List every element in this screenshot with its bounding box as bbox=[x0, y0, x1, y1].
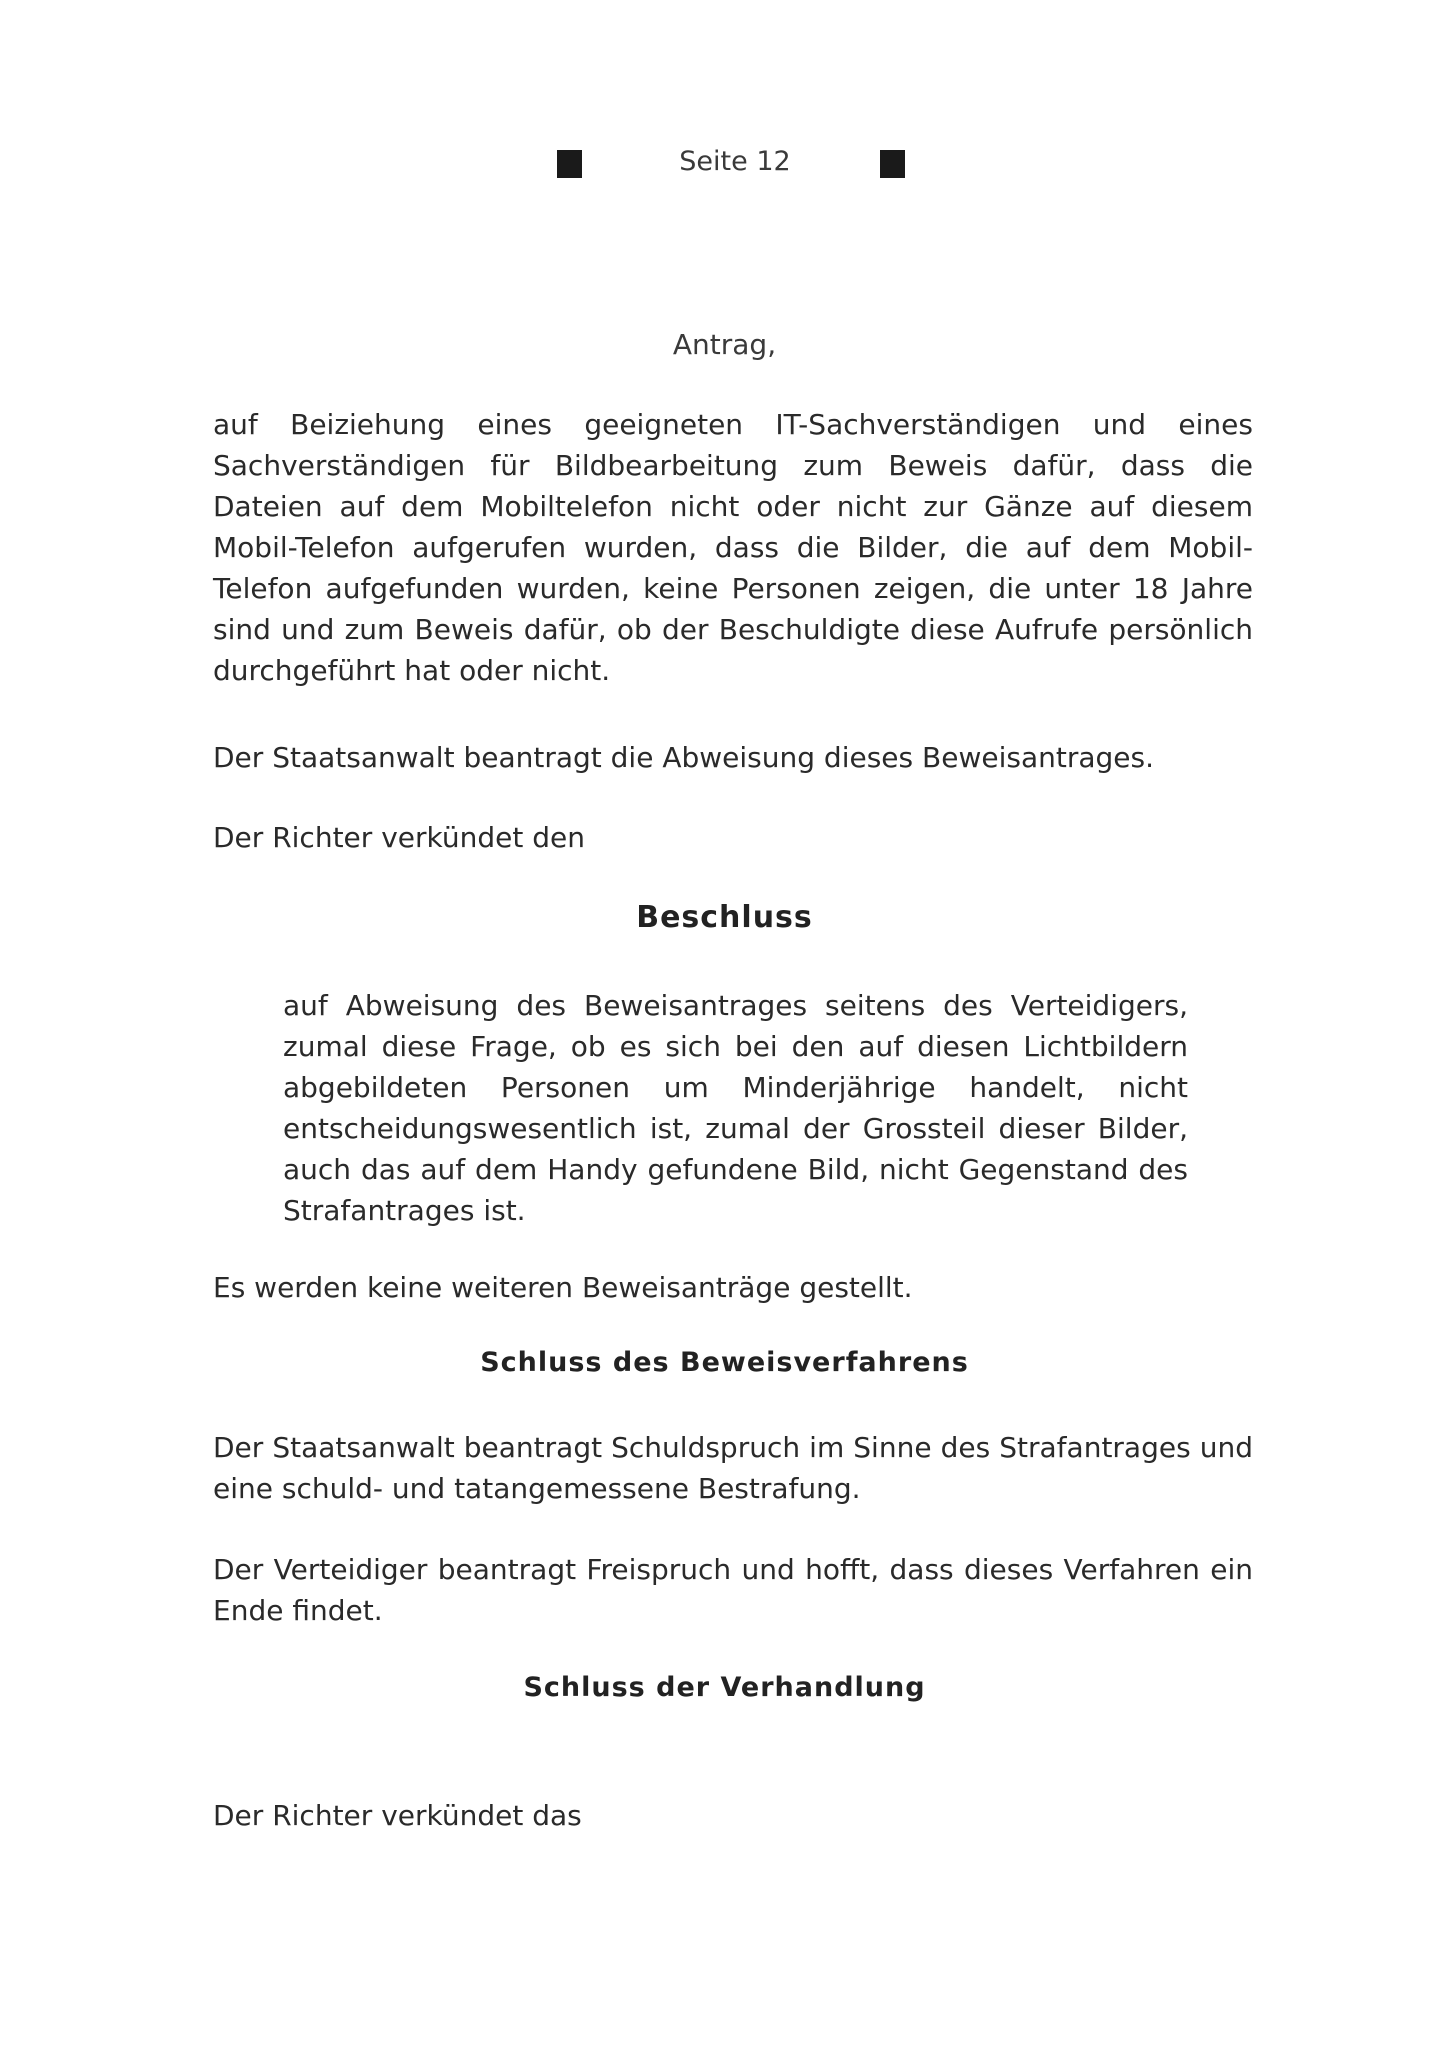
staatsanwalt-schuldspruch: Der Staatsanwalt beantragt Schuldspruch im Sinne des Strafantrages und eine schuld- und tatangemessene Bestrafung. bbox=[213, 1431, 1253, 1505]
page-header bbox=[0, 146, 1449, 192]
beschluss-title: Beschluss bbox=[636, 900, 813, 935]
verteidiger-freispruch: Der Verteidiger beantragt Freispruch und hofft, dass dieses Verfahren ein Ende findet. bbox=[213, 1553, 1253, 1627]
schluss-verhandlung-heading: Schluss der Verhandlung bbox=[523, 1672, 926, 1703]
header-marker-left bbox=[557, 150, 582, 178]
schluss-beweisverfahren-heading: Schluss des Beweisverfahrens bbox=[480, 1347, 969, 1378]
header-marker-right bbox=[880, 150, 905, 178]
antrag-paragraph: auf Beiziehung eines geeigneten IT-Sachverständigen und eines Sachverständigen für Bildbearbeitung zum Beweis dafür, dass die Dateien auf dem Mobiltelefon nicht oder nicht zur Gänze auf diesem Mobil-Telefon aufgerufen wurden, dass die Bilder, die auf dem Mobil-Telefon aufgefunden wurden, keine Personen zeigen, die unter 18 Jahre sind und zum Beweis dafür, ob der Beschuldigte diese Aufrufe persönlich durchgeführt hat oder nicht. bbox=[213, 408, 1253, 687]
antrag-title: Antrag, bbox=[672, 328, 777, 361]
richter-verkuendet-den: Der Richter verkündet den bbox=[213, 821, 585, 854]
keine-weiteren-antraege: Es werden keine weiteren Beweisanträge gestellt. bbox=[213, 1271, 913, 1304]
page-number: Seite 12 bbox=[679, 146, 791, 177]
beschluss-paragraph: auf Abweisung des Beweisantrages seitens des Verteidigers, zumal diese Frage, ob es sich bei den auf diesen Lichtbildern abgebildeten Personen um Minderjährige handelt, nicht entscheidungswesentlich ist, zumal der Grossteil dieser Bilder, auch das auf dem Handy gefundene Bild, nicht Gegenstand des Strafantrages ist. bbox=[283, 989, 1188, 1227]
richter-verkuendet-das: Der Richter verkündet das bbox=[213, 1799, 582, 1832]
staatsanwalt-abweisung: Der Staatsanwalt beantragt die Abweisung dieses Beweisantrages. bbox=[213, 741, 1154, 774]
